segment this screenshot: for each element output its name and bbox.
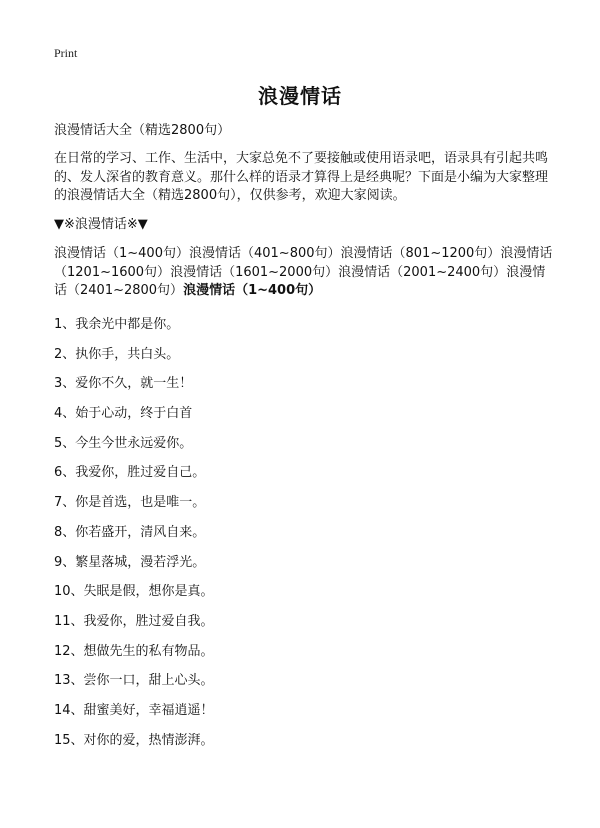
page-title: 浪漫情话 bbox=[258, 84, 342, 108]
list-item: 15、对你的爱，热情澎湃。 bbox=[54, 732, 214, 748]
toc-link[interactable]: 浪漫情话（1601~2000句） bbox=[170, 264, 339, 280]
list-item: 3、爱你不久，就一生！ bbox=[54, 376, 193, 392]
phrase-list bbox=[54, 316, 214, 761]
toc-link[interactable]: 浪漫情话（1201~1600句） bbox=[54, 246, 553, 280]
toc-link[interactable]: 浪漫情话（2001~2400句） bbox=[338, 264, 507, 280]
list-item: 2、执你手，共白头。 bbox=[54, 346, 180, 362]
list-item: 13、尝你一口，甜上心头。 bbox=[54, 673, 214, 689]
list-item: 6、我爱你，胜过爱自己。 bbox=[54, 465, 206, 481]
toc-link[interactable]: 浪漫情话（1~400句） bbox=[54, 246, 189, 261]
list-item: 14、甜蜜美好，幸福逍遥！ bbox=[54, 702, 214, 718]
list-item: 5、今生今世永远爱你。 bbox=[54, 435, 193, 451]
list-item: 8、你若盛开，清风自来。 bbox=[54, 524, 206, 540]
toc-link[interactable]: 浪漫情话（401~800句） bbox=[188, 246, 341, 261]
toc-link[interactable]: 浪漫情话（801~1200句） bbox=[340, 246, 501, 261]
list-item: 9、繁星落城，漫若浮光。 bbox=[54, 554, 206, 570]
section-marker: ▼※浪漫情话※▼ bbox=[54, 217, 148, 232]
toc-link[interactable]: 浪漫情话（2401~2800句） bbox=[54, 264, 546, 298]
current-section-heading: 浪漫情话（1~400句） bbox=[183, 283, 322, 298]
list-item: 10、失眠是假，想你是真。 bbox=[54, 584, 214, 600]
section-links bbox=[54, 245, 554, 301]
list-item: 11、我爱你，胜过爱自我。 bbox=[54, 613, 214, 629]
list-item: 12、想做先生的私有物品。 bbox=[54, 643, 214, 659]
list-item: 7、你是首选，也是唯一。 bbox=[54, 495, 206, 511]
list-item: 4、始于心动，终于白首 bbox=[54, 406, 193, 422]
article-subtitle: 浪漫情话大全（精选2800句） bbox=[54, 123, 231, 138]
print-link[interactable]: Print bbox=[54, 46, 78, 60]
intro-paragraph: 在日常的学习、工作、生活中，大家总免不了要接触或使用语录吧，语录具有引起共鸣的、发人深省的教育意义。那什么样的语录才算得上是经典呢？下面是小编为大家整理的浪漫情话大全（精选2800句），仅供参考，欢迎大家阅读。 bbox=[54, 151, 549, 203]
list-item: 1、我余光中都是你。 bbox=[54, 317, 180, 332]
